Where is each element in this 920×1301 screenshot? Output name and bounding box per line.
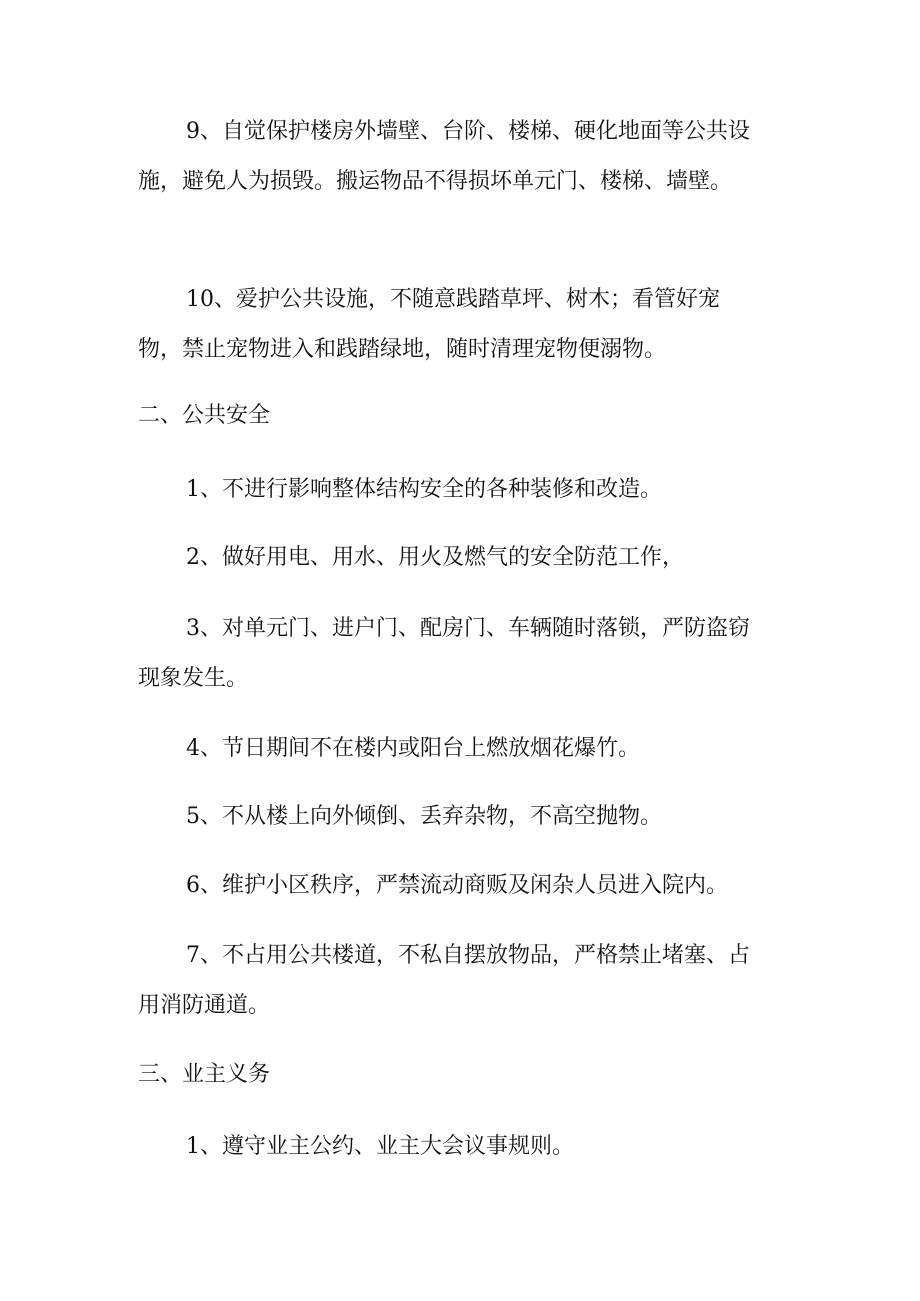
safety-item-5: 5、不从楼上向外倾倒、丢弃杂物，不高空抛物。 — [186, 804, 662, 829]
section-heading-owner-obligations: 三、业主义务 — [138, 1062, 271, 1087]
safety-item-4: 4、节日期间不在楼内或阳台上燃放烟花爆竹。 — [186, 736, 640, 761]
safety-item-2: 2、做好用电、用水、用火及燃气的安全防范工作， — [186, 545, 684, 570]
obligation-item-1: 1、遵守业主公约、业主大会议事规则。 — [186, 1134, 574, 1159]
safety-item-6: 6、维护小区秩序，严禁流动商贩及闲杂人员进入院内。 — [186, 873, 728, 898]
safety-item-7: 7、不占用公共楼道，不私自摆放物品，严格禁止堵塞、占用消防通道。 — [138, 943, 750, 1018]
paragraph-item-10: 10、爱护公共设施，不随意践踏草坪、树木；看管好宠物，禁止宠物进入和践踏绿地，随时清理宠物便溺物。 — [138, 287, 720, 362]
safety-item-3: 3、对单元门、进户门、配房门、车辆随时落锁，严防盗窃现象发生。 — [138, 616, 750, 691]
paragraph-item-9: 9、自觉保护楼房外墙壁、台阶、楼梯、硬化地面等公共设施，避免人为损毁。搬运物品不得损坏单元门、楼梯、墙壁。 — [138, 119, 750, 194]
section-heading-public-safety: 二、公共安全 — [138, 403, 271, 428]
safety-item-1: 1、不进行影响整体结构安全的各种装修和改造。 — [186, 477, 662, 502]
